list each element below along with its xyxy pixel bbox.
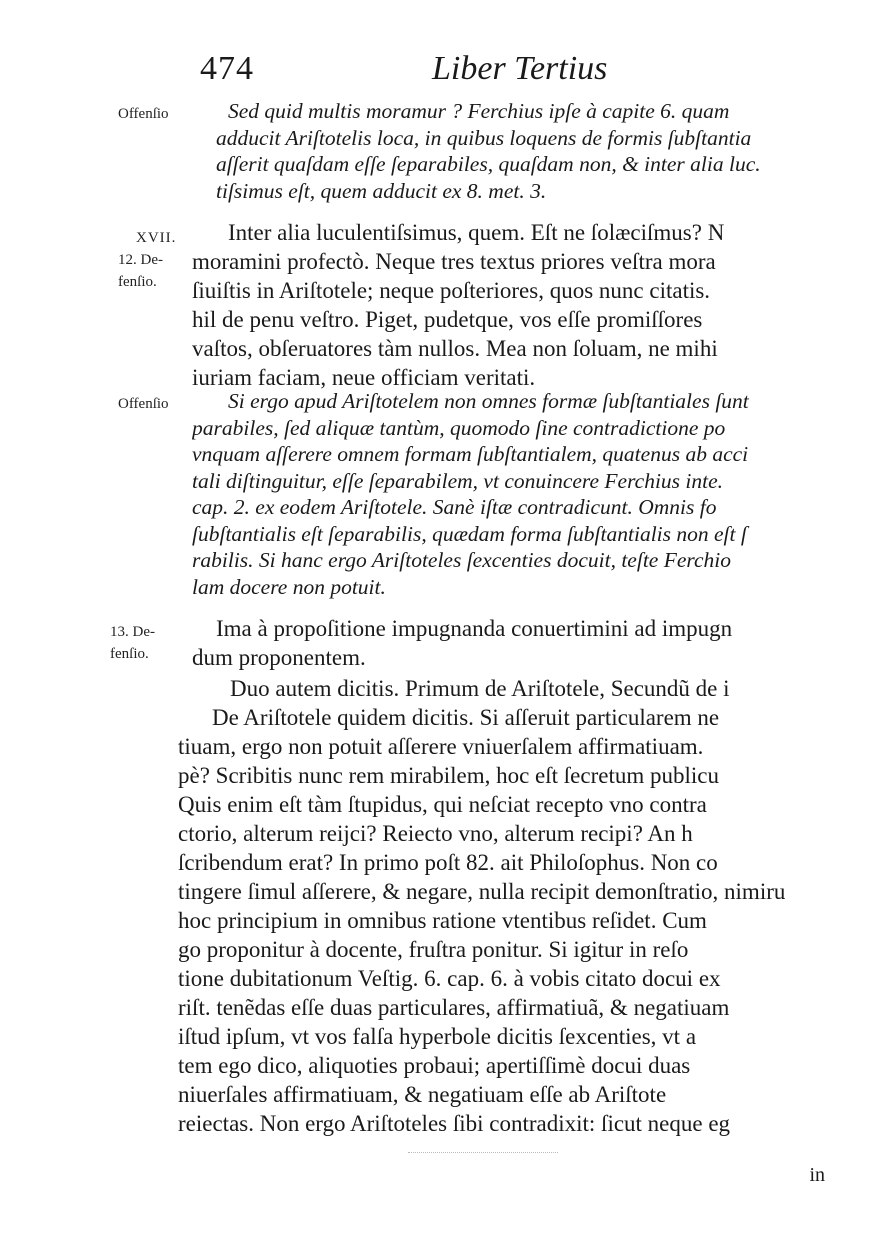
- text-line: tiuam, ergo non potuit aſſerere vniuerſalem affirmatiuam.: [178, 734, 704, 759]
- text-line: tem ego dico, aliquoties probaui; apertiſſimè docui duas: [178, 1053, 691, 1078]
- running-title: Liber Tertius: [432, 50, 608, 87]
- text-line: aſſerit quaſdam eſſe ſeparabiles, quaſdam non, & inter alia luc.: [216, 152, 761, 176]
- text-line: Quis enim eſt tàm ſtupidus, qui neſciat recepto vno contra: [178, 792, 707, 817]
- text-line: De Ariſtotele quidem dicitis. Si aſſeruit particularem ne: [212, 705, 720, 730]
- text-line: ctorio, alterum reijci? Reiecto vno, alterum recipi? An h: [178, 821, 693, 846]
- text-line: Sed quid multis moramur ? Ferchius ipſe à capite 6. quam: [228, 99, 730, 123]
- text-line: adducit Ariſtotelis loca, in quibus loquens de formis ſubſtantia: [216, 125, 752, 150]
- margin-note-defensio-13-label: fenſio.: [110, 646, 149, 662]
- text-line: reiectas. Non ergo Ariſtoteles ſibi contradixit: ſicut neque eg: [178, 1111, 731, 1136]
- text-line: go proponitur à docente, fruſtra ponitur. Si igitur in reſo: [178, 937, 689, 962]
- paragraph-3: [178, 674, 842, 1138]
- text-line: parabiles, ſed aliquæ tantùm, quomodo ſine contradictione po: [192, 415, 726, 440]
- margin-note-defensio-label: fenſio.: [118, 274, 157, 290]
- text-line: iuriam faciam, neue officiam veritati.: [192, 365, 536, 390]
- text-line: rabilis. Si hanc ergo Ariſtoteles ſexcenties docuit, teſte Ferchio: [192, 548, 731, 572]
- text-line: lam docere non potuit.: [192, 574, 386, 599]
- text-line: iſtud ipſum, vt vos falſa hyperbole dicitis ſexcenties, vt a: [178, 1024, 697, 1049]
- catchword: in: [809, 1164, 825, 1186]
- text-line: Si ergo apud Ariſtotelem non omnes formæ ſubſtantiales ſunt: [228, 389, 749, 413]
- text-line: hoc principium in omnibus ratione vtentibus reſidet. Cum: [178, 908, 707, 933]
- faint-rule: [408, 1152, 558, 1153]
- text-line: dum proponentem.: [192, 645, 366, 670]
- text-line: ſiuiſtis in Ariſtotele; neque poſteriores, quos nunc citatis.: [192, 278, 711, 303]
- text-line: vnquam aſſerere omnem formam ſubſtantialem, quatenus ab acci: [192, 442, 749, 466]
- text-line: Duo autem dicitis. Primum de Ariſtotele, Secundũ de i: [230, 676, 730, 701]
- paragraph-1: [192, 218, 842, 392]
- text-line: ſubſtantialis eſt ſeparabilis, quædam forma ſubſtantialis non eſt ſ: [192, 521, 747, 546]
- paragraph-2: [192, 614, 842, 672]
- text-line: pè? Scribitis nunc rem mirabilem, hoc eſt ſecretum publicu: [178, 763, 719, 788]
- page-header: [0, 50, 887, 100]
- text-line: tingere ſimul aſſerere, & negare, nulla recipit demonſtratio, nimiru: [178, 879, 786, 904]
- text-line: tali diſtinguitur, eſſe ſeparabilem, vt conuincere Ferchius inte.: [192, 468, 724, 493]
- text-line: ſcribendum erat? In primo poſt 82. ait Philoſophus. Non co: [178, 850, 718, 875]
- quote-block-2: [192, 388, 842, 600]
- quote-block-1: [216, 98, 842, 204]
- margin-note-defensio-13-number: 13. De-: [110, 624, 155, 640]
- text-line: tiſsimus eſt, quem adducit ex 8. met. 3.: [216, 178, 547, 203]
- text-line: Ima à propoſitione impugnanda conuertimini ad impugn: [216, 616, 733, 641]
- text-line: tione dubitationum Veſtig. 6. cap. 6. à vobis citato docui ex: [178, 966, 721, 991]
- margin-note-section-number: XVII.: [136, 230, 177, 246]
- text-line: moramini profectò. Neque tres textus priores veſtra mora: [192, 249, 716, 274]
- text-line: vaſtos, obſeruatores tàm nullos. Mea non ſoluam, ne mihi: [192, 336, 718, 361]
- text-line: Inter alia luculentiſsimus, quem. Eſt ne ſolæciſmus? N: [228, 220, 725, 245]
- text-line: cap. 2. ex eodem Ariſtotele. Sanè iſtæ contradicunt. Omnis fo: [192, 495, 717, 519]
- margin-note-defensio-number: 12. De-: [118, 252, 163, 268]
- margin-note-offensio-2: Offenſio: [118, 396, 169, 412]
- text-line: hil de penu veſtro. Piget, pudetque, vos eſſe promiſſores: [192, 307, 703, 332]
- text-line: riſt. tenẽdas eſſe duas particulares, affirmatiuã, & negatiuam: [178, 995, 730, 1020]
- text-line: niuerſales affirmatiuam, & negatiuam eſſe ab Ariſtote: [178, 1082, 667, 1107]
- page-number: 474: [200, 50, 254, 87]
- margin-note-offensio-1: Offenſio: [118, 106, 169, 122]
